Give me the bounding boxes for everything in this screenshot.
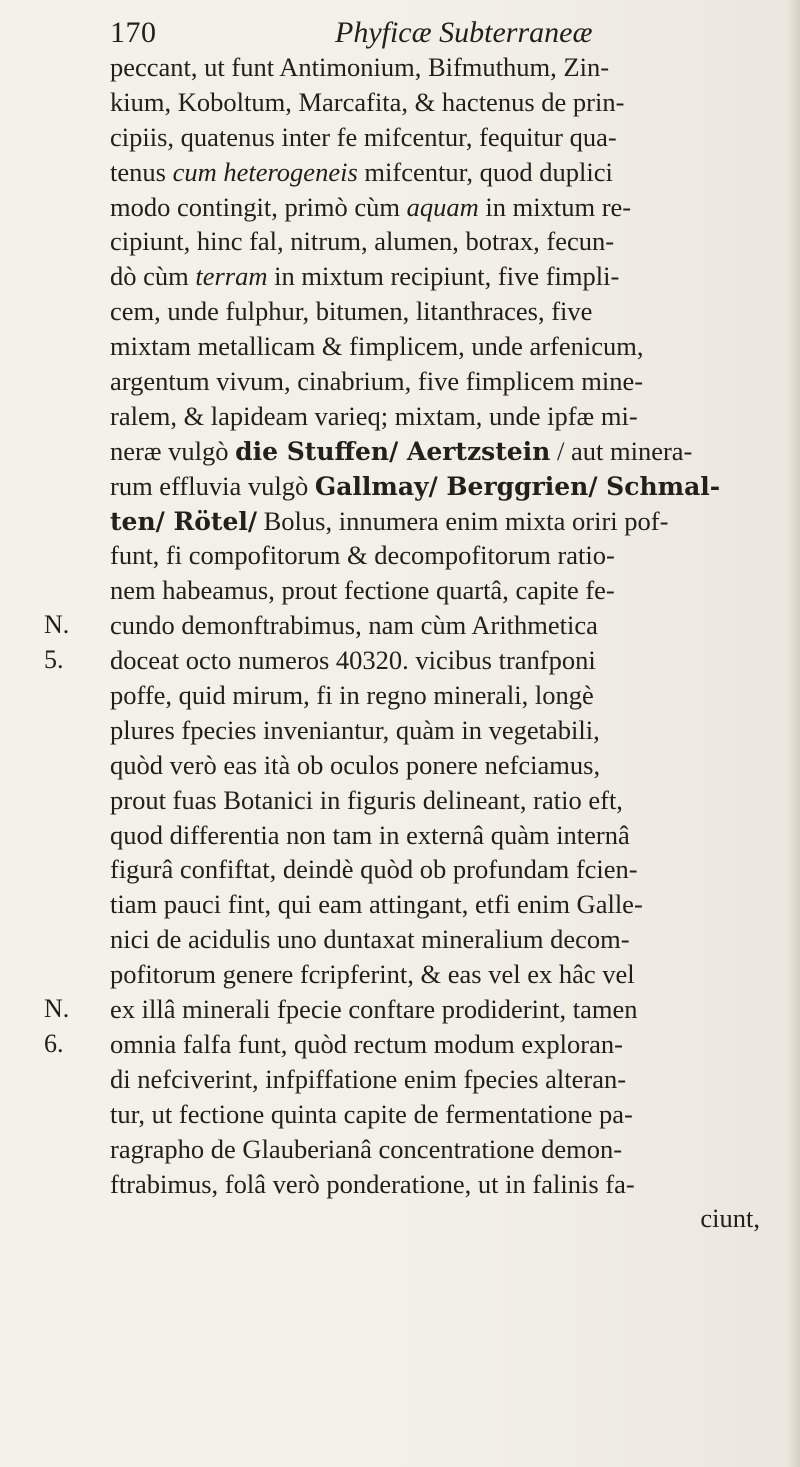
text-run: dò cùm [110,261,196,292]
text-line [110,678,790,713]
text-run: tenus [110,156,173,187]
page-number: 170 [110,16,157,49]
text-run: neræ vulgò [110,435,236,466]
italic-text: terram [195,261,268,292]
page-header [110,14,690,54]
text-run: modo contingit, primò cùm [110,191,407,222]
text-line [110,120,790,155]
text-line [110,469,790,504]
text-run: figurâ confiftat, deindè quòd ob profundam fcien- [110,854,638,885]
text-run: nici de acidulis uno duntaxat mineralium decom- [110,924,630,955]
german-fraktur-text: die Stuffen/ Aertzstein [235,436,551,466]
text-run: cundo demonftrabimus, nam cùm Arithmetica [110,610,598,641]
text-line [110,818,790,853]
text-run: ciunt, [700,1203,760,1234]
text-line [110,294,790,329]
text-line [110,852,790,887]
text-line [110,957,790,992]
text-line [110,50,790,85]
text-run: cem, unde fulphur, bitumen, litanthraces, five [110,296,593,327]
text-run: / aut minera- [550,435,693,466]
text-line [110,538,790,573]
text-run: funt, fi compofitorum & decompofitorum ratio- [110,540,615,571]
text-line [110,1132,790,1167]
text-run: kium, Koboltum, Marcafita, & hactenus de prin- [110,86,625,117]
text-run: nem habeamus, prout fectione quartâ, capite fe- [110,575,615,606]
margin-note: 5. [44,645,64,675]
text-line [110,399,790,434]
text-line [110,1097,790,1132]
body-text [110,50,790,1236]
text-run: mixtam metallicam & fimplicem, unde arfenicum, [110,331,644,362]
text-line [110,85,790,120]
text-line [110,748,790,783]
text-line [110,364,790,399]
text-line [110,713,790,748]
text-run: ftrabimus, folâ verò ponderatione, ut in falinis fa- [110,1168,635,1199]
text-run: omnia falfa funt, quòd rectum modum exploran- [110,1028,623,1059]
text-run: plures fpecies inveniantur, quàm in vegetabili, [110,714,600,745]
margin-note: 6. [44,1029,64,1059]
text-run: ralem, & lapideam varieq; mixtam, unde ipfæ mi- [110,400,638,431]
german-fraktur-text: Gallmay/ Berggrien/ Schmal- [314,471,721,501]
text-line [110,224,790,259]
text-run: rum effluvia vulgò [110,470,315,501]
italic-text: aquam [406,191,479,222]
text-run: pofitorum genere fcripferint, & eas vel ex hâc vel [110,959,635,990]
text-line [110,155,790,190]
running-title: Phyficæ Subterraneæ [335,16,593,49]
text-line [110,259,790,294]
text-line [110,992,790,1027]
text-line [110,643,790,678]
text-line [110,922,790,957]
text-run: in mixtum re- [478,191,632,222]
text-run: cipiis, quatenus inter fe mifcentur, fequitur qua- [110,121,617,152]
text-run: quod differentia non tam in externâ quàm internâ [110,819,630,850]
text-run: argentum vivum, cinabrium, five fimplicem mine- [110,366,644,397]
text-line [110,1062,790,1097]
text-run: prout fuas Botanici in figuris delineant, ratio eft, [110,784,623,815]
text-run: tiam pauci fint, qui eam attingant, etfi enim Galle- [110,889,643,920]
text-line [110,1201,790,1236]
text-run: cipiunt, hinc fal, nitrum, alumen, botrax, fecun- [110,226,615,257]
text-run: tur, ut fectione quinta capite de fermentatione pa- [110,1098,633,1129]
text-run: poffe, quid mirum, fi in regno minerali, longè [110,680,594,711]
margin-note: N. [44,610,70,640]
text-run: doceat octo numeros 40320. vicibus tranfponi [110,645,596,676]
text-line [110,573,790,608]
text-run: mifcentur, quod duplici [357,156,613,187]
text-line [110,1167,790,1202]
text-line [110,190,790,225]
italic-text: cum heterogeneis [172,156,358,187]
text-line [110,608,790,643]
text-run: quòd verò eas ità ob oculos ponere nefciamus, [110,749,601,780]
text-run: in mixtum recipiunt, five fimpli- [267,261,620,292]
text-run: ragrapho de Glauberianâ concentratione demon- [110,1133,623,1164]
text-line [110,434,790,469]
text-line [110,1027,790,1062]
text-line [110,329,790,364]
text-line [110,504,790,539]
german-fraktur-text: ten/ Rötel/ [110,506,257,536]
margin-note: N. [44,994,70,1024]
text-line [110,783,790,818]
text-run: ex illâ minerali fpecie conftare prodiderint, tamen [110,994,638,1025]
text-line [110,887,790,922]
text-run: Bolus, innumera enim mixta oriri pof- [257,505,669,536]
text-run: peccant, ut funt Antimonium, Bifmuthum, Zin- [110,52,610,82]
text-run: di nefciverint, infpiffatione enim fpecies alteran- [110,1063,627,1094]
